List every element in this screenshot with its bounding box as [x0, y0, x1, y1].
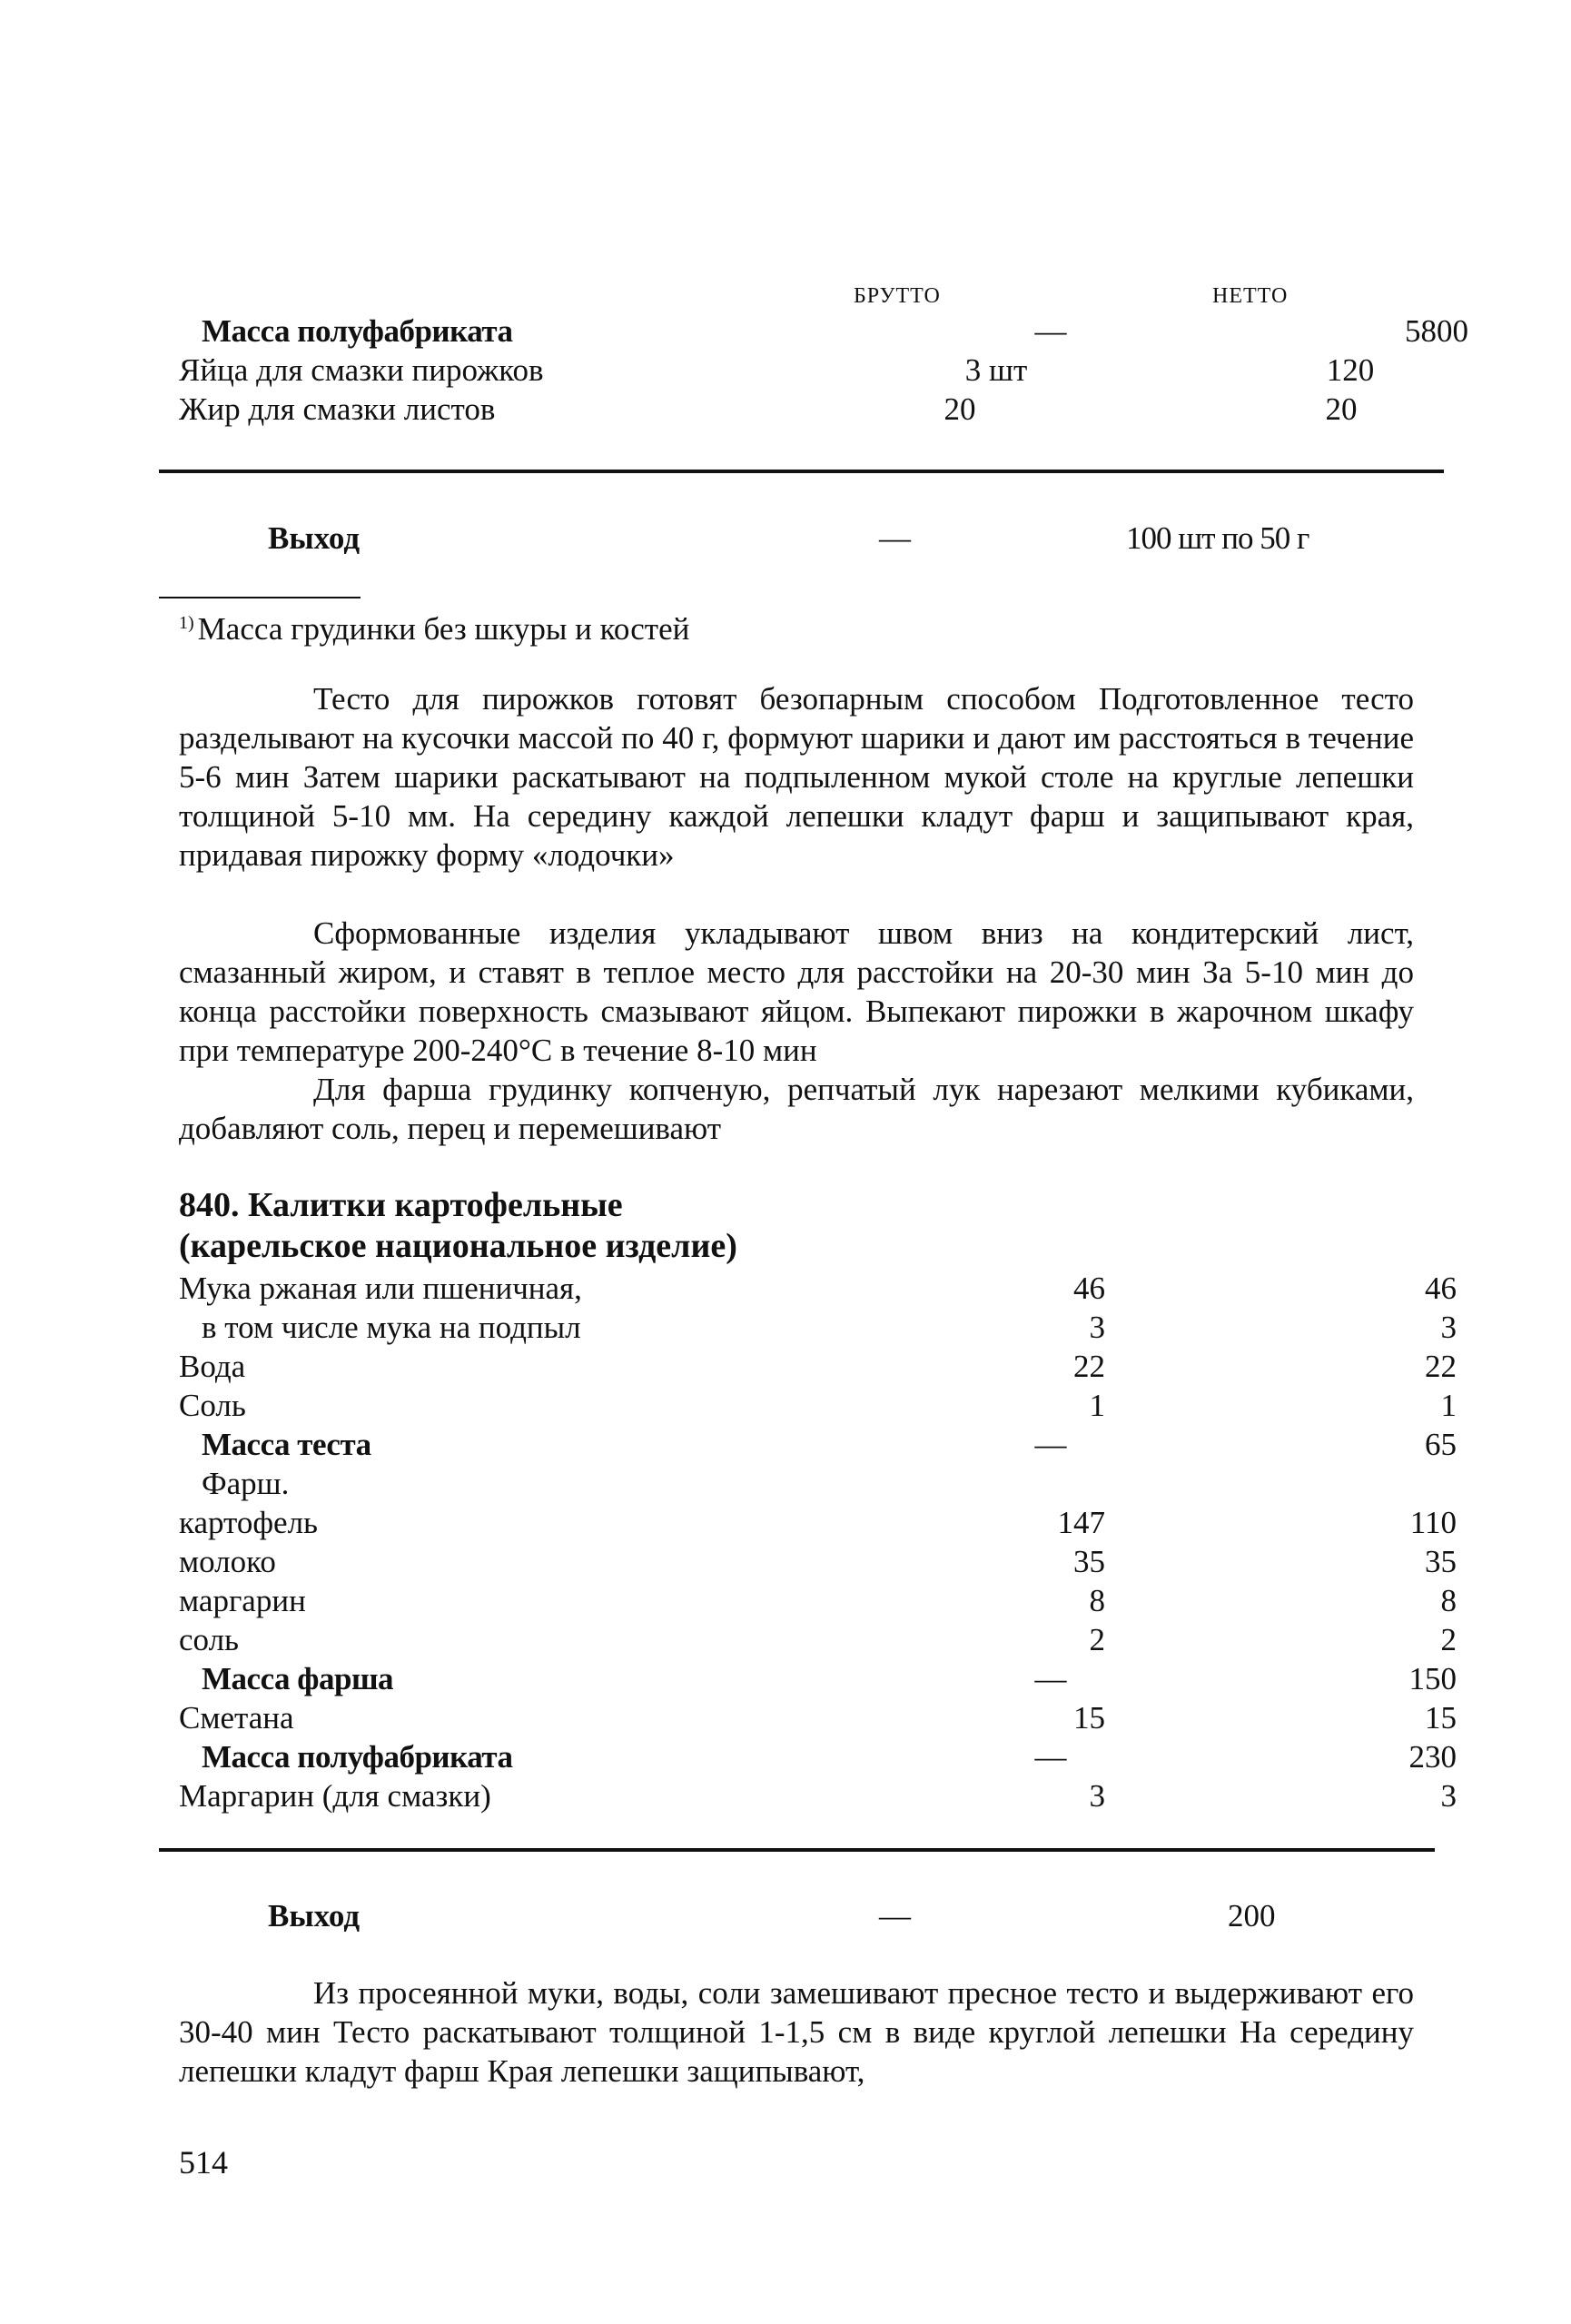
row-brutto: 20: [944, 391, 976, 427]
table-row: [179, 390, 1441, 429]
row-name: Фарш.: [202, 1466, 290, 1501]
table-row: [179, 351, 1441, 390]
row-netto: 120: [1326, 352, 1375, 388]
footnote: [179, 604, 689, 648]
row-netto: 15: [1425, 1700, 1457, 1736]
table-row: [179, 1386, 1457, 1425]
recipe-title: 840. Калитки картофельные (карельское национальное изделие): [179, 1186, 737, 1265]
row-brutto: 22: [1073, 1349, 1105, 1384]
table-row: [179, 1581, 1457, 1620]
table-row: [179, 1503, 1457, 1542]
row-name: картофель: [179, 1505, 319, 1540]
row-netto: 46: [1425, 1271, 1457, 1306]
table-row: [179, 1464, 1441, 1503]
yield-label: Выход: [268, 520, 361, 556]
table-row: [179, 1347, 1457, 1386]
row-netto: 65: [1425, 1427, 1457, 1462]
table1-body: [179, 312, 1468, 429]
row-netto: 35: [1425, 1544, 1457, 1579]
row-name: Жир для смазки листов: [179, 391, 496, 427]
row-name: Масса теста: [202, 1427, 371, 1462]
table-row: [179, 1737, 1457, 1776]
row-brutto: 1: [1089, 1388, 1105, 1423]
yield-netto: 100 шт по 50 г: [1126, 520, 1309, 556]
row-netto: 110: [1409, 1505, 1457, 1540]
row-netto: 1: [1440, 1388, 1457, 1423]
table-row: [179, 1308, 1457, 1347]
table-rule: [159, 1848, 1435, 1852]
row-netto: 230: [1408, 1739, 1457, 1775]
row-name: Масса полуфабриката: [202, 313, 513, 349]
row-brutto: 3: [1089, 1778, 1105, 1814]
row-brutto: —: [1034, 1739, 1067, 1775]
row-name: Соль: [179, 1388, 246, 1423]
table-rule: [159, 470, 1444, 473]
page-number: 514: [179, 2144, 228, 2181]
row-name: Масса полуфабриката: [202, 1739, 513, 1775]
row-brutto: 2: [1089, 1622, 1105, 1657]
footnote-marker: 1): [179, 613, 194, 633]
col-header-netto: НЕТТО: [1212, 284, 1289, 308]
table-row: [179, 1698, 1457, 1737]
paragraph: Тесто для пирожков готовят безопарным способом Подготовленное тесто разделывают на кусочки массой по 40 г, формуют шарики и дают им расстояться в течение 5-6 мин Затем шарики раскатывают на подпыленном мукой столе на круглые лепешки толщиной 5-10 мм. На середину каждой лепешки кладут фарш и защипывают края, придавая пирожку форму «лодочки»: [179, 681, 1414, 873]
row-netto: 2: [1440, 1622, 1457, 1657]
row-brutto: —: [1034, 1427, 1067, 1462]
row-brutto: 147: [1057, 1505, 1105, 1540]
row-netto: 22: [1425, 1349, 1457, 1384]
row-name: Масса фарша: [202, 1661, 394, 1696]
yield-netto: 200: [1228, 1898, 1276, 1933]
recipe-table: [179, 1269, 1457, 1815]
table-row: [179, 1659, 1457, 1698]
row-name: Мука ржаная или пшеничная,: [179, 1271, 582, 1306]
row-brutto: 46: [1073, 1271, 1105, 1306]
row-brutto: —: [1034, 1661, 1067, 1696]
paragraph: Для фарша грудинку копченую, репчатый лук нарезают мелкими кубиками, добавляют соль, перец и перемешивают: [179, 1072, 1414, 1146]
yield-label: Выход: [268, 1898, 361, 1933]
row-name: маргарин: [179, 1583, 306, 1618]
yield-brutto: —: [879, 1898, 911, 1933]
row-netto: 20: [1325, 391, 1358, 427]
row-name: Вода: [179, 1349, 246, 1384]
paragraph: Из просеянной муки, воды, соли замешивают пресное тесто и выдерживают его 30-40 мин Тесто раскатывают толщиной 1-1,5 см в виде круглой лепешки На середину лепешки кладут фарш Края лепешки защипывают,: [179, 1975, 1414, 2089]
row-brutto: 35: [1073, 1544, 1105, 1579]
table-row: [179, 1620, 1457, 1659]
row-name: Яйца для смазки пирожков: [179, 352, 544, 388]
table-row: [179, 1542, 1457, 1581]
col-header-brutto: БРУТТО: [854, 284, 941, 308]
yield-brutto: —: [879, 520, 911, 556]
table-row: [179, 1776, 1457, 1815]
row-name: соль: [179, 1622, 240, 1657]
row-brutto: 3: [1089, 1310, 1105, 1345]
row-name: молоко: [179, 1544, 276, 1579]
row-brutto: 15: [1073, 1700, 1105, 1736]
paragraph: Сформованные изделия укладывают швом вниз на кондитерский лист, смазанный жиром, и ставят в теплое место для расстойки на 20-30 мин За 5-10 мин до конца расстойки поверхность смазывают яйцом. Выпекают пирожки в жарочном шкафу при температуре 200-240°С в течение 8-10 мин: [179, 915, 1414, 1068]
row-name: Сметана: [179, 1700, 294, 1736]
row-brutto: 3 шт: [964, 352, 1028, 388]
row-brutto: —: [1034, 313, 1067, 349]
table-row: [179, 312, 1468, 351]
row-brutto: 8: [1089, 1583, 1105, 1618]
row-netto: 8: [1440, 1583, 1457, 1618]
row-netto: 150: [1408, 1661, 1457, 1696]
row-netto: 3: [1440, 1310, 1457, 1345]
table-row: [179, 1269, 1457, 1308]
row-netto: 5800: [1405, 313, 1468, 349]
row-netto: 3: [1440, 1778, 1457, 1814]
table-row: [179, 1425, 1457, 1464]
footnote-text: Масса грудинки без шкуры и костей: [197, 611, 690, 647]
row-name: Маргарин (для смазки): [179, 1778, 491, 1814]
row-name: в том числе мука на подпыл: [202, 1310, 581, 1345]
footnote-rule: [159, 597, 361, 598]
